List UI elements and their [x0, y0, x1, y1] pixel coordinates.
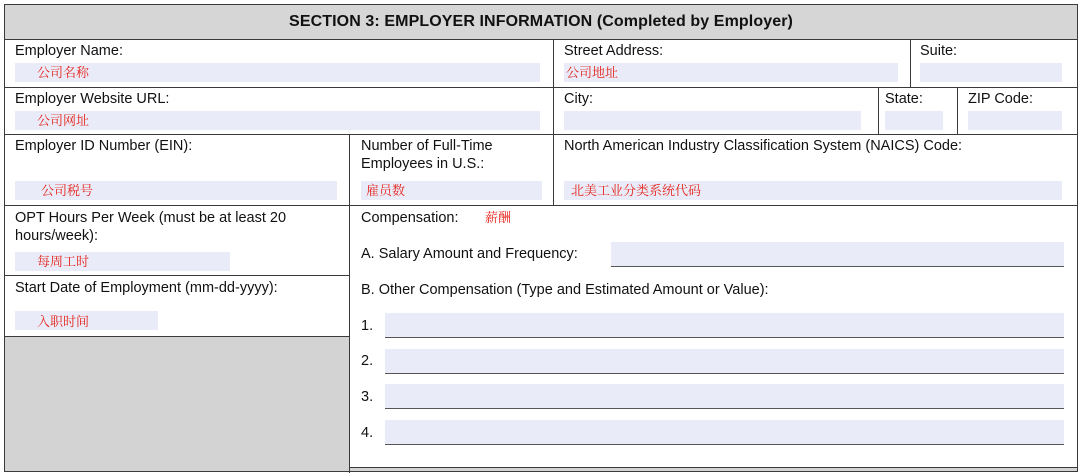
row-divider — [5, 87, 1077, 88]
employer-name-field[interactable] — [15, 63, 540, 82]
other-compensation-line-3-label: 3. — [361, 389, 374, 405]
num-employees-label: Number of Full-Time Employees in U.S.: — [361, 138, 493, 172]
city-field[interactable] — [564, 111, 861, 130]
website-url-annotation: 公司网址 — [37, 114, 90, 129]
salary-field[interactable] — [611, 242, 1064, 267]
employer-name-label: Employer Name: — [15, 43, 123, 59]
row-divider — [5, 205, 1077, 206]
section-title: SECTION 3: EMPLOYER INFORMATION (Completed by Employer) — [5, 5, 1077, 40]
column-divider — [349, 134, 350, 473]
city-label: City: — [564, 91, 593, 107]
num-employees-annotation: 雇员数 — [366, 184, 406, 199]
ein-label: Employer ID Number (EIN): — [15, 138, 193, 154]
ein-annotation: 公司税号 — [41, 184, 94, 199]
other-compensation-line-1-label: 1. — [361, 318, 374, 334]
zip-field[interactable] — [968, 111, 1062, 130]
street-address-annotation: 公司地址 — [566, 66, 619, 81]
column-divider — [957, 87, 958, 134]
naics-label: North American Industry Classification System (NAICS) Code: — [564, 138, 963, 154]
naics-annotation: 北美工业分类系统代码 — [571, 184, 702, 199]
other-compensation-line-1-field[interactable] — [385, 313, 1064, 338]
column-divider — [910, 39, 911, 87]
next-section-strip — [350, 468, 1077, 471]
shaded-blank-area — [5, 337, 349, 471]
suite-label: Suite: — [920, 43, 958, 59]
other-compensation-line-4-field[interactable] — [385, 420, 1064, 445]
employer-name-annotation: 公司名称 — [37, 66, 90, 81]
zip-label: ZIP Code: — [968, 91, 1034, 107]
state-field[interactable] — [885, 111, 943, 130]
row-divider — [5, 134, 1077, 135]
column-divider — [553, 39, 554, 205]
column-divider — [878, 87, 879, 134]
website-url-field[interactable] — [15, 111, 540, 130]
suite-field[interactable] — [920, 63, 1062, 82]
compensation-label: Compensation: — [361, 210, 459, 226]
opt-hours-label: OPT Hours Per Week (must be at least 20 hours/week): — [15, 210, 287, 244]
other-compensation-label: B. Other Compensation (Type and Estimated Amount or Value): — [361, 282, 769, 298]
row-divider — [5, 275, 349, 276]
other-compensation-line-2-label: 2. — [361, 353, 374, 369]
compensation-annotation: 薪酬 — [485, 211, 512, 226]
opt-hours-annotation: 每周工时 — [37, 255, 90, 270]
other-compensation-line-4-label: 4. — [361, 425, 374, 441]
start-date-label: Start Date of Employment (mm-dd-yyyy): — [15, 280, 278, 296]
state-label: State: — [885, 91, 923, 107]
website-url-label: Employer Website URL: — [15, 91, 170, 107]
other-compensation-line-3-field[interactable] — [385, 384, 1064, 409]
other-compensation-line-2-field[interactable] — [385, 349, 1064, 374]
salary-label: A. Salary Amount and Frequency: — [361, 246, 578, 262]
employer-info-form — [4, 4, 1078, 472]
street-address-label: Street Address: — [564, 43, 664, 59]
start-date-annotation: 入职时间 — [37, 315, 90, 330]
